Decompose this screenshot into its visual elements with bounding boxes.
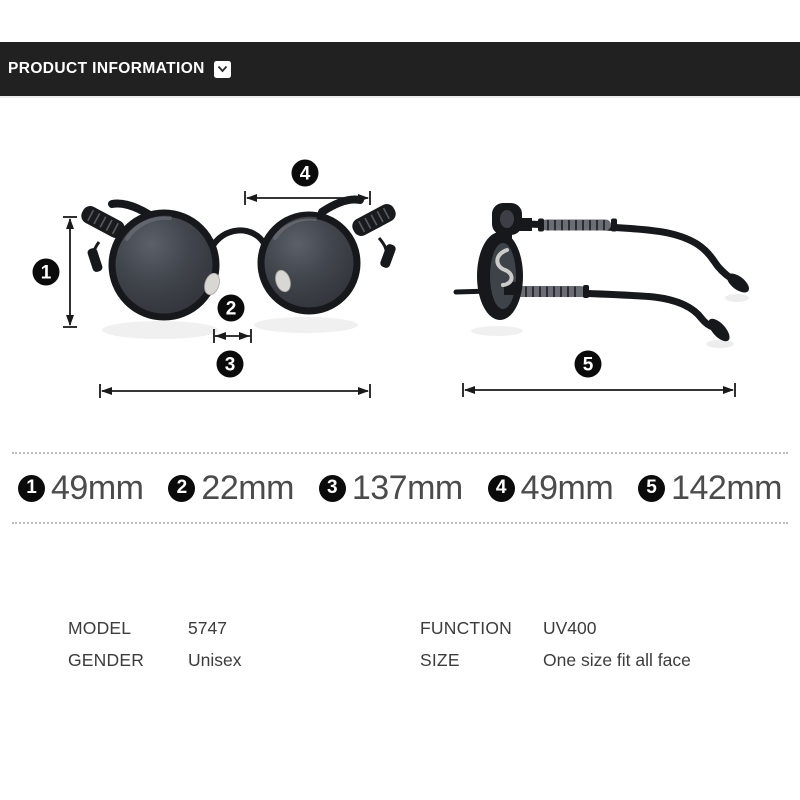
measurement-badge-2: 2 (168, 475, 195, 502)
measurements-legend (12, 452, 788, 524)
left-lens (112, 213, 216, 317)
measurement-badge-4: 4 (488, 475, 515, 502)
right-temple-coil (349, 201, 398, 238)
spec-value-function: UV400 (543, 618, 597, 638)
spec-label-size: SIZE (420, 650, 460, 670)
measurement-value-3: 137mm (351, 468, 463, 507)
spec-value-size: One size fit all face (543, 650, 691, 670)
product-info-header (0, 42, 800, 98)
dim-annotation-4 (245, 160, 370, 206)
spec-label-model: MODEL (68, 618, 132, 638)
spec-value-model: 5747 (188, 618, 227, 638)
measurement-badge-1: 1 (18, 475, 45, 502)
measurement-item-5 (638, 469, 782, 508)
upper-temple-coil (538, 219, 617, 232)
dim-annotation-2 (214, 295, 251, 344)
measurement-value-4: 49mm (520, 468, 614, 507)
dim-label-1: 1 (40, 262, 52, 284)
dim-annotation-5 (463, 351, 735, 398)
specs-column-right (420, 619, 691, 670)
dim-label-4: 4 (299, 163, 311, 185)
dim-label-2: 2 (225, 298, 237, 320)
dimension-diagram (0, 98, 800, 450)
measurement-item-2 (168, 469, 293, 508)
measurement-value-5: 142mm (671, 468, 782, 507)
measurement-value-2: 22mm (201, 468, 294, 507)
measurement-value-1: 49mm (51, 468, 144, 507)
specs-column-left (68, 619, 242, 670)
spec-label-function: FUNCTION (420, 618, 513, 638)
spec-value-gender: Unisex (188, 650, 242, 670)
dim-label-5: 5 (582, 354, 594, 376)
dim-annotation-3 (100, 351, 370, 399)
right-lens (261, 215, 357, 311)
measurement-item-4 (488, 469, 613, 508)
measurement-badge-3: 3 (319, 475, 346, 502)
side-glasses-illustration (456, 203, 752, 348)
chevron-down-icon (214, 61, 231, 78)
dim-annotation-1 (33, 217, 78, 327)
dim-label-3: 3 (224, 354, 236, 376)
spec-label-gender: GENDER (68, 650, 145, 670)
measurement-badge-5: 5 (638, 475, 665, 502)
measurement-item-1 (18, 469, 143, 508)
page-title: PRODUCT INFORMATION (8, 60, 205, 77)
measurement-item-3 (319, 469, 463, 508)
